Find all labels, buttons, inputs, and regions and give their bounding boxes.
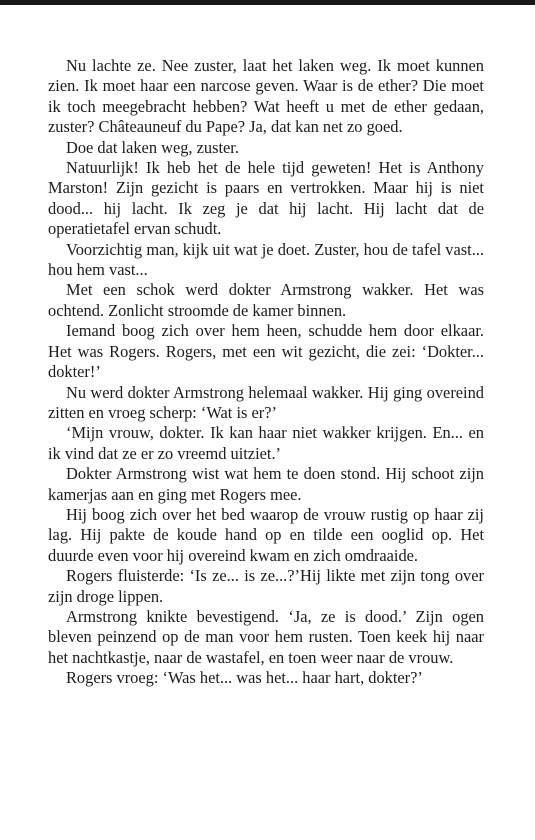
paragraph: ‘Mijn vrouw, dokter. Ik kan haar niet wakker krijgen. En... en ik vind dat ze er zo vreemd uitziet.’ bbox=[48, 423, 484, 463]
paragraph: Rogers vroeg: ‘Was het... was het... haar hart, dokter?’ bbox=[66, 668, 423, 688]
paragraph: Doe dat laken weg, zuster. bbox=[66, 137, 239, 157]
top-edge-rule bbox=[0, 0, 535, 5]
paragraph: Voorzichtig man, kijk uit wat je doet. Zuster, hou de tafel vast... hou hem vast... bbox=[48, 239, 484, 280]
paragraph: Natuurlijk! Ik heb het de hele tijd geweten! Het is Anthony Marston! Zijn gezicht is paars en vertrokken. Maar hij is niet dood... hij lacht. Ik zeg je dat hij lacht. Hij lacht dat de operatietafel ervan schudt. bbox=[48, 158, 484, 239]
book-page-body bbox=[48, 56, 484, 689]
paragraph: Nu werd dokter Armstrong helemaal wakker. Hij ging overeind zitten en vroeg scherp: ‘Wat is er?’ bbox=[48, 382, 484, 422]
paragraph: Iemand boog zich over hem heen, schudde hem door elkaar. Het was Rogers. Rogers, met een wit gezicht, die zei: ‘Dokter... dokter!’ bbox=[48, 321, 484, 382]
paragraph: Rogers fluisterde: ‘Is ze... is ze...?’Hij likte met zijn tong over zijn droge lippen. bbox=[48, 566, 484, 606]
paragraph: Dokter Armstrong wist wat hem te doen stond. Hij schoot zijn kamerjas aan en ging met Rogers mee. bbox=[48, 464, 484, 504]
paragraph: Armstrong knikte bevestigend. ‘Ja, ze is dood.’ Zijn ogen bleven peinzend op de man voor hem rusten. Toen keek hij naar het nachtkastje, naar de wastafel, en toen weer naar de vrouw. bbox=[48, 606, 484, 667]
paragraph: Hij boog zich over het bed waarop de vrouw rustig op haar zij lag. Hij pakte de koude hand op en tilde een ooglid op. Het duurde even voor hij overeind kwam en zich omdraaide. bbox=[48, 504, 484, 565]
paragraph: Nu lachte ze. Nee zuster, laat het laken weg. Ik moet kunnen zien. Ik moet haar een narcose geven. Waar is de ether? Die moet ik toch meegebracht hebben? Wat heeft u met de ether gedaan, zuster? Châteauneuf du Pape? Ja, dat kan net zo goed. bbox=[48, 56, 484, 137]
paragraph: Met een schok werd dokter Armstrong wakker. Het was ochtend. Zonlicht stroomde de kamer binnen. bbox=[48, 280, 484, 320]
